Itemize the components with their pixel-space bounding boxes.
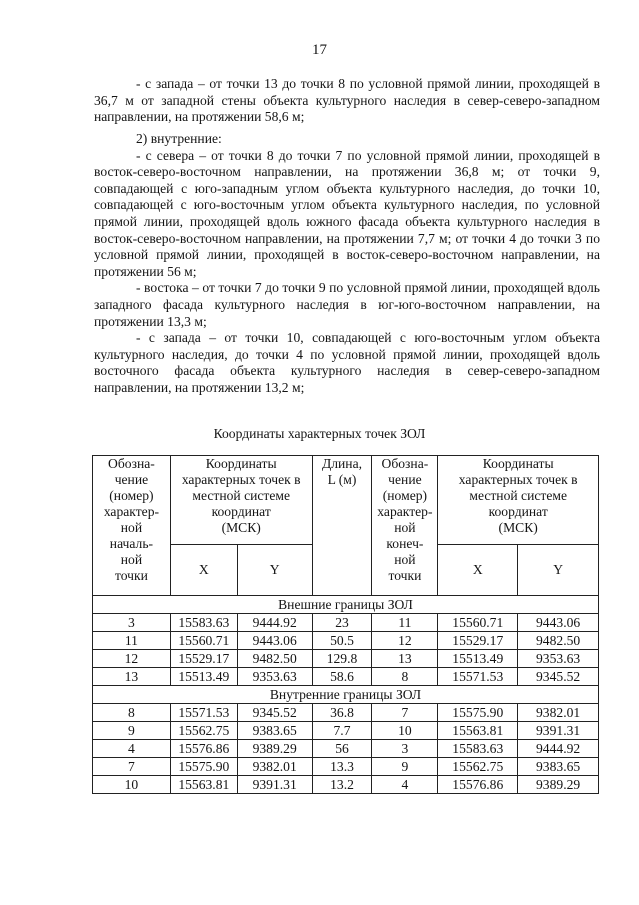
table-row: [93, 740, 599, 758]
table-cell: 8: [93, 704, 171, 722]
table-cell: 50.5: [312, 632, 372, 650]
table-cell: 9: [372, 758, 438, 776]
table-cell: 9482.50: [518, 632, 599, 650]
paragraph-west-internal: - с запада – от точки 10, совпадающей с юго-восточным углом объекта культурного наследия, до точки 4 по условной прямой линии, проходящей вдоль восточного фасада объекта культурного наследия в север-северо-западном направлении, на протяжении 13,2 м;: [94, 330, 600, 395]
table-cell: 15571.53: [438, 668, 518, 686]
table-cell: 15575.90: [170, 758, 237, 776]
paragraph-west-external: - с запада – от точки 13 до точки 8 по условной прямой линии, проходящей в 36,7 м от западной стены объекта культурного наследия в север-северо-западном направлении, на протяжении 58,6 м;: [94, 76, 600, 125]
table-cell: 10: [93, 776, 171, 794]
header-x-start: X: [170, 545, 237, 596]
table-cell: 9383.65: [237, 722, 312, 740]
table-cell: 15560.71: [170, 632, 237, 650]
paragraph-east: - востока – от точки 7 до точки 9 по условной прямой линии, проходящей вдоль западного фасада культурного наследия в юг-юго-восточном направлении, на протяжении 13,3 м;: [94, 280, 600, 329]
section-row: [93, 686, 599, 704]
table-cell: 15583.63: [438, 740, 518, 758]
table-cell: 9353.63: [518, 650, 599, 668]
table-cell: 7: [93, 758, 171, 776]
table-cell: 12: [93, 650, 171, 668]
section-title: Внешние границы ЗОЛ: [93, 596, 599, 614]
table-row: [93, 650, 599, 668]
table-cell: 23: [312, 614, 372, 632]
body-text-2: [94, 131, 600, 397]
table-cell: 7: [372, 704, 438, 722]
body-text: [94, 76, 600, 126]
table-row: [93, 722, 599, 740]
table-cell: 129.8: [312, 650, 372, 668]
table-cell: 13.3: [312, 758, 372, 776]
table-row: [93, 614, 599, 632]
table-cell: 15529.17: [438, 632, 518, 650]
table-cell: 4: [93, 740, 171, 758]
table-cell: 9389.29: [518, 776, 599, 794]
table-cell: 10: [372, 722, 438, 740]
header-length: Длина, L (м): [312, 456, 372, 596]
coordinates-table: [92, 455, 599, 794]
table-cell: 9443.06: [518, 614, 599, 632]
table-cell: 9482.50: [237, 650, 312, 668]
table-cell: 15576.86: [438, 776, 518, 794]
table-caption: Координаты характерных точек ЗОЛ: [213, 426, 426, 441]
header-start-point: Обозна- чение (номер) характер- ной началь- ной точки: [93, 456, 171, 596]
table-body: [93, 596, 599, 794]
table-cell: 15563.81: [438, 722, 518, 740]
table-row: [93, 758, 599, 776]
table-cell: 9443.06: [237, 632, 312, 650]
table-cell: 13: [372, 650, 438, 668]
table-cell: 56: [312, 740, 372, 758]
table-cell: 15562.75: [170, 722, 237, 740]
table-cell: 15529.17: [170, 650, 237, 668]
table-cell: 15560.71: [438, 614, 518, 632]
table-cell: 11: [372, 614, 438, 632]
table-cell: 15513.49: [438, 650, 518, 668]
header-coords-end: Координаты характерных точек в местной системе координат (МСК): [438, 456, 599, 545]
table-cell: 9: [93, 722, 171, 740]
table-cell: 15575.90: [438, 704, 518, 722]
header-y-end: Y: [518, 545, 599, 596]
table-row: [93, 704, 599, 722]
table-cell: 3: [372, 740, 438, 758]
header-y-start: Y: [237, 545, 312, 596]
table-cell: 9391.31: [237, 776, 312, 794]
table-cell: 15571.53: [170, 704, 237, 722]
table-cell: 15583.63: [170, 614, 237, 632]
table-row: [93, 632, 599, 650]
table-cell: 4: [372, 776, 438, 794]
page-number: 17: [312, 42, 327, 58]
header-x-end: X: [438, 545, 518, 596]
table-row: [93, 776, 599, 794]
table-cell: 15562.75: [438, 758, 518, 776]
table-cell: 9345.52: [518, 668, 599, 686]
table-cell: 9345.52: [237, 704, 312, 722]
section-row: [93, 596, 599, 614]
table-cell: 9444.92: [518, 740, 599, 758]
table-cell: 7.7: [312, 722, 372, 740]
table-cell: 15513.49: [170, 668, 237, 686]
header-end-point: Обозна- чение (номер) характер- ной конеч- ной точки: [372, 456, 438, 596]
header-coords-start: Координаты характерных точек в местной системе координат (МСК): [170, 456, 312, 545]
paragraph-north: - с севера – от точки 8 до точки 7 по условной прямой линии, проходящей в восток-северо-восточном направлении, на протяжении 36,8 м; от точки 9, совпадающей с юго-западным углом объекта культурного наследия, до точки 10, совпадающей с юго-восточным углом объекта культурного наследия, по условной прямой линии, проходящей вдоль южного фасада объекта культурного наследия в восток-северо-восточном направлении, на протяжении 7,7 м; от точки 4 до точки 3 по условной прямой линии, проходящей в восток-северо-восточном направлении, на протяжении 56 м;: [94, 147, 600, 279]
table-cell: 9353.63: [237, 668, 312, 686]
table-cell: 15563.81: [170, 776, 237, 794]
table-cell: 9389.29: [237, 740, 312, 758]
table-cell: 11: [93, 632, 171, 650]
table-cell: 58.6: [312, 668, 372, 686]
table-cell: 15576.86: [170, 740, 237, 758]
table-cell: 8: [372, 668, 438, 686]
table-cell: 13: [93, 668, 171, 686]
table-cell: 36.8: [312, 704, 372, 722]
paragraph-internal-heading: 2) внутренние:: [136, 131, 222, 146]
table-cell: 12: [372, 632, 438, 650]
table-cell: 9382.01: [237, 758, 312, 776]
table-row: [93, 668, 599, 686]
section-title: Внутренние границы ЗОЛ: [93, 686, 599, 704]
table-cell: 9383.65: [518, 758, 599, 776]
table-cell: 3: [93, 614, 171, 632]
table-cell: 9382.01: [518, 704, 599, 722]
table-cell: 9391.31: [518, 722, 599, 740]
table-cell: 13.2: [312, 776, 372, 794]
table-cell: 9444.92: [237, 614, 312, 632]
